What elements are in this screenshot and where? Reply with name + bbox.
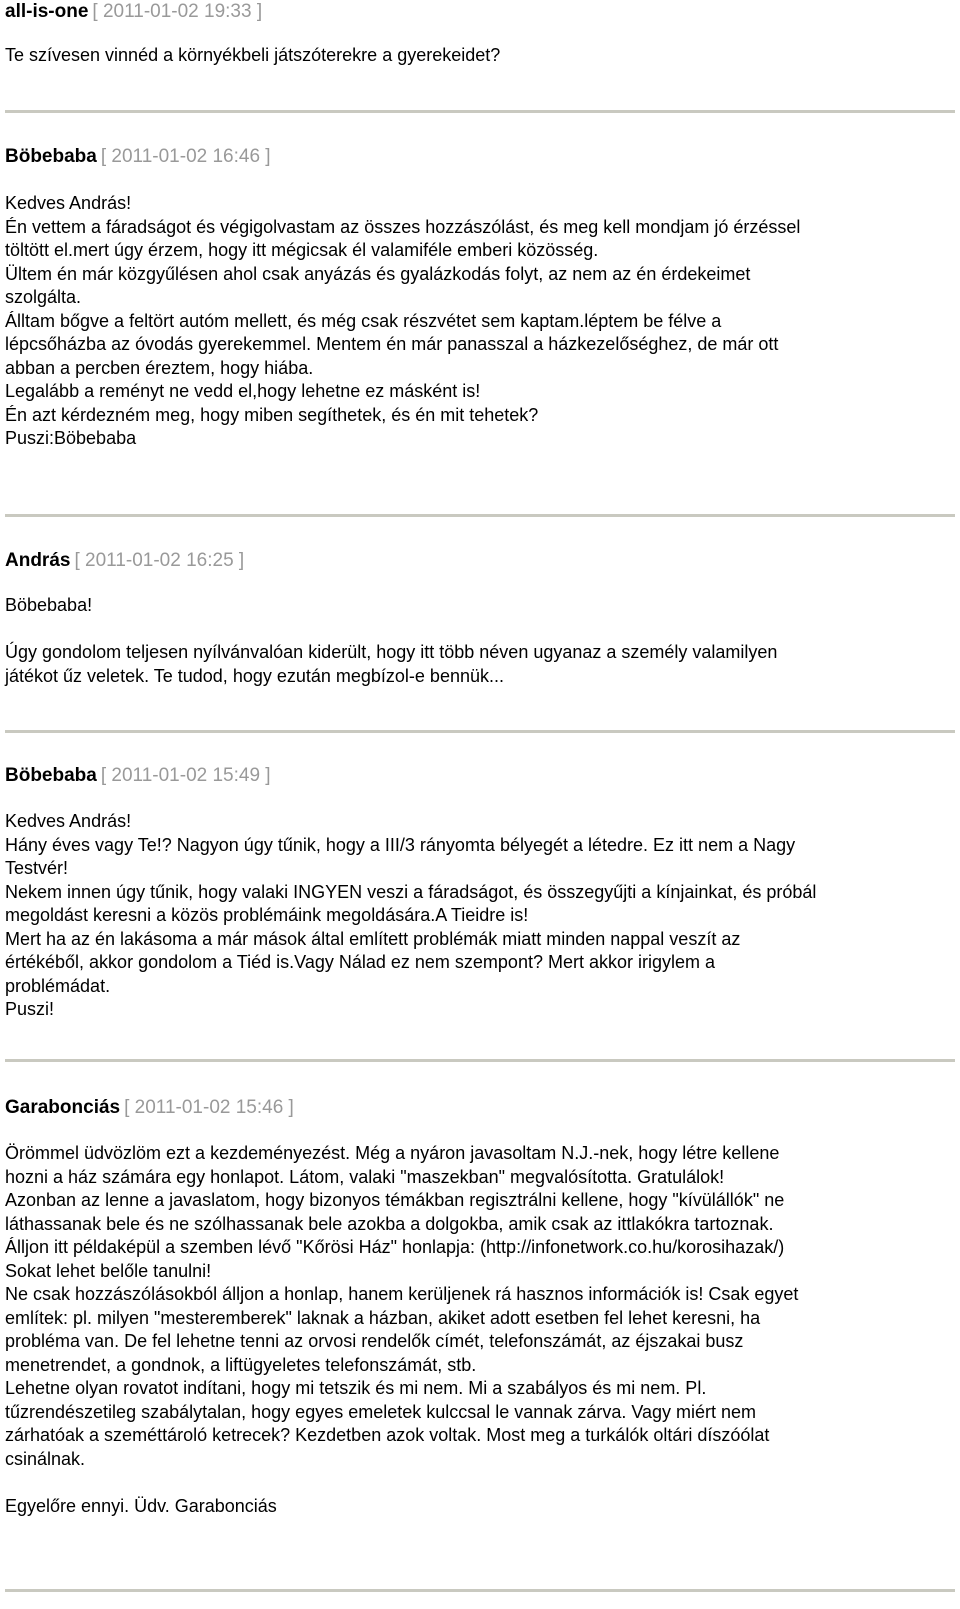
post-divider xyxy=(5,730,955,733)
post-text-line: Ültem én már közgyűlésen ahol csak anyázás és gyalázkodás folyt, az nem az én érdekeimet xyxy=(5,263,751,284)
post-text-line: Örömmel üdvözlöm ezt a kezdeményezést. Még a nyáron javasoltam N.J.-nek, hogy létre kellene xyxy=(5,1143,780,1163)
post-text-line: Egyelőre ennyi. Üdv. Garabonciás xyxy=(5,1495,277,1516)
post-divider xyxy=(5,1589,955,1592)
post-text-line: zárhatóak a szeméttároló ketrecek? Kezdetben azok voltak. Most meg a turkálók oltári díszóólat xyxy=(5,1425,770,1445)
post-text-line: hozni a ház számára egy honlapot. Látom, valaki "maszekban" megvalósította. Gratulálok! xyxy=(5,1166,725,1187)
post-header xyxy=(5,549,244,573)
post-text-line: Sokat lehet belőle tanulni! xyxy=(5,1260,212,1281)
post-body xyxy=(5,192,935,451)
post-text-line: Puszi:Böbebaba xyxy=(5,428,137,448)
post-text-line: megoldást keresni a közös problémáink megoldására.A Tieidre is! xyxy=(5,905,529,925)
post-date: [ 2011-01-02 15:49 ] xyxy=(100,765,271,786)
post-text-line: Én vettem a fáradságot és végigolvastam az összes hozzászólást, és meg kell mondjam jó érzéssel xyxy=(5,216,801,237)
post-text-line: Álljon itt példaképül a szemben lévő "Kőrösi Ház" honlapja: (http://infonetwork.co.hu/korosihazak/) xyxy=(5,1237,785,1257)
post-text-line: említek: pl. milyen "mesteremberek" laknak a házban, akiket adott esetben fel lehet keresni, ha xyxy=(5,1307,761,1328)
post-text-line: Böbebaba! xyxy=(5,595,93,615)
post-text-line: Nekem innen úgy tűnik, hogy valaki INGYEN veszi a fáradságot, és összegyűjti a kínjainkat, és próbál xyxy=(5,881,817,902)
post-text-line: probléma van. De fel lehetne tenni az orvosi rendelők címét, telefonszámát, az éjszakai busz xyxy=(5,1331,744,1351)
post-text-line: Hány éves vagy Te!? Nagyon úgy tűnik, hogy a III/3 rányomta bélyegét a létedre. Ez itt nem a Nagy xyxy=(5,834,796,855)
post-text-line: töltött el.mert úgy érzem, hogy itt mégicsak él valamiféle emberi közösség. xyxy=(5,240,599,260)
post-blank-line xyxy=(5,1471,935,1495)
post-text-line: tűzrendészetileg szabálytalan, hogy egyes emeletek kulccsal le vannak zárva. Vagy miért nem xyxy=(5,1401,757,1422)
post-author: Böbebaba xyxy=(5,146,97,167)
post-author: all-is-one xyxy=(5,1,89,22)
post-text-line: Én azt kérdezném meg, hogy miben segíthetek, és én mit tehetek? xyxy=(5,404,539,425)
post-date: [ 2011-01-02 19:33 ] xyxy=(92,1,263,22)
post-text-line: Mert ha az én lakásoma a már mások által említett problémák miatt minden nappal veszít az xyxy=(5,928,741,949)
post-date: [ 2011-01-02 15:46 ] xyxy=(124,1097,294,1118)
post-text-line: Álltam bőgve a feltört autóm mellett, és még csak részvétet sem kaptam.léptem be félve a xyxy=(5,310,722,331)
post-author: Böbebaba xyxy=(5,765,97,786)
post-text-line: láthassanak bele és ne szólhassanak bele azokba a dolgokba, amik csak az ittlakókra tartoznak. xyxy=(5,1213,774,1234)
post-text-line: lépcsőházba az óvodás gyerekemmel. Mentem én már panasszal a házkezelőséghez, de már ott xyxy=(5,334,779,354)
post-text-line: abban a percben éreztem, hogy hiába. xyxy=(5,357,314,378)
post-date: [ 2011-01-02 16:25 ] xyxy=(74,550,245,571)
post-text-line: problémádat. xyxy=(5,975,111,996)
post-author: Garabonciás xyxy=(5,1097,121,1118)
post-header xyxy=(5,145,271,169)
post-author: András xyxy=(5,550,71,571)
post-divider xyxy=(5,110,955,113)
post-date: [ 2011-01-02 16:46 ] xyxy=(100,146,271,167)
post-body xyxy=(5,44,935,68)
post-text-line: Ne csak hozzászólásokból álljon a honlap, hanem kerüljenek rá hasznos információk is! Csak egyet xyxy=(5,1284,799,1304)
post-header xyxy=(5,1096,294,1120)
post-text-line: játékot űz veletek. Te tudod, hogy ezután megbízol-e bennük... xyxy=(5,665,504,686)
post-text-line: szolgálta. xyxy=(5,287,82,307)
post-body xyxy=(5,594,935,688)
post-body xyxy=(5,1142,935,1518)
post-text-line: Azonban az lenne a javaslatom, hogy bizonyos témákban regisztrálni kellene, hogy "kívülállók" ne xyxy=(5,1190,785,1210)
post-header xyxy=(5,764,271,788)
post-divider xyxy=(5,1059,955,1062)
post-text-line: Te szívesen vinnéd a környékbeli játszóterekre a gyerekeidet? xyxy=(5,45,501,65)
post-body xyxy=(5,810,935,1022)
post-divider xyxy=(5,514,955,517)
post-text-line: Kedves András! xyxy=(5,811,132,831)
post-text-line: Kedves András! xyxy=(5,193,132,213)
post-text-line: Legalább a reményt ne vedd el,hogy lehetne ez másként is! xyxy=(5,381,481,401)
post-blank-line xyxy=(5,618,935,642)
post-text-line: Úgy gondolom teljesen nyílvánvalóan kiderült, hogy itt több néven ugyanaz a személy valamilyen xyxy=(5,642,778,662)
post-header xyxy=(5,0,262,24)
post-text-line: menetrendet, a gondnok, a liftügyeletes telefonszámát, stb. xyxy=(5,1354,477,1375)
post-text-line: Testvér! xyxy=(5,858,69,878)
post-text-line: csinálnak. xyxy=(5,1448,86,1469)
post-text-line: értékéből, akkor gondolom a Tiéd is.Vagy Nálad ez nem szempont? Mert akkor irigylem a xyxy=(5,952,715,972)
post-text-line: Puszi! xyxy=(5,999,55,1019)
post-text-line: Lehetne olyan rovatot indítani, hogy mi tetszik és mi nem. Mi a szabályos és mi nem. Pl. xyxy=(5,1378,707,1398)
